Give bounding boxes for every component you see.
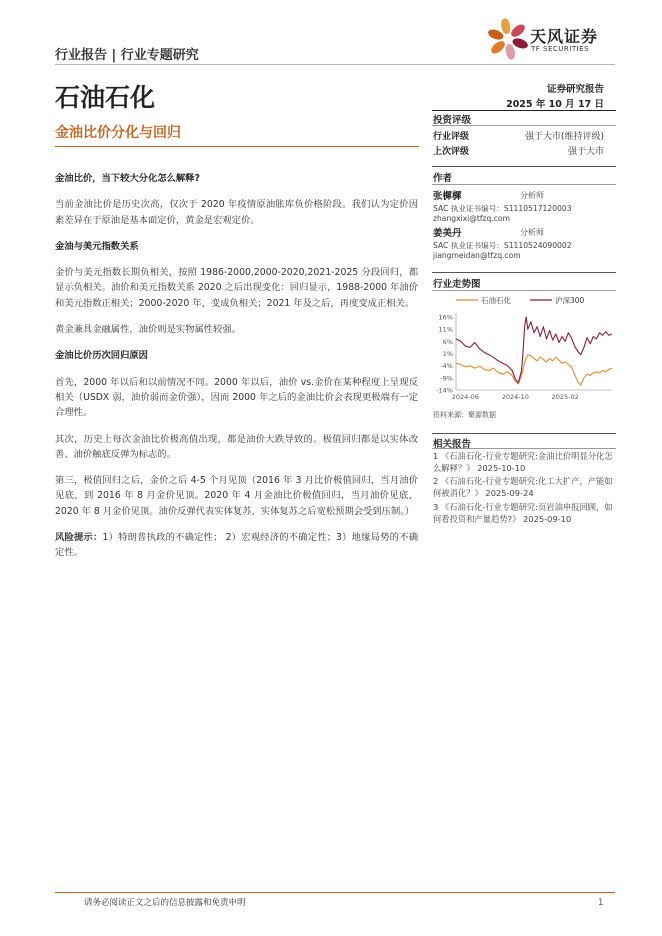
author-name: 姜美丹 [433, 228, 462, 239]
body-paragraph: 第三，极值回归之后，金价之后 4-5 个月见顶（2016 年 3 月比价极值回归，当月油价见底，到 2016 年 8 月金价见顶。2020 年 4 月金油比价极值回归，当月油价见底，2020 年 8 月金价见顶。油价反弹代表实体复苏，实体复苏之后宽松预期会受到压制。） [55, 475, 418, 517]
rating-heading: 投资评级 [433, 115, 472, 126]
logo-subtitle: TF SECURITIES [531, 45, 590, 53]
x-tick-label: 2024-10 [501, 393, 529, 401]
header-divider [55, 64, 615, 65]
authors-top-divider [432, 166, 616, 167]
y-tick-label: -14% [436, 386, 453, 395]
legend-label: 石油石化 [481, 296, 511, 305]
y-tick-label: -9% [440, 374, 453, 383]
footer-divider [55, 892, 615, 893]
related-report-item[interactable]: 3 《石油石化-行业专题研究:页岩油申报回顾，如何看投资和产量趋势?》 2025-09-10 [433, 502, 613, 524]
y-tick-label: 1% [442, 350, 453, 358]
legend-label: 沪深300 [555, 296, 585, 305]
related-report-item[interactable]: 1 《石油石化-行业专题研究:金油比价明显分化怎么解释？》 2025-10-10 [433, 451, 613, 473]
y-tick-label: -4% [440, 362, 453, 371]
body-paragraph: 其次，历史上每次金油比价极高值出现，都是油价大跌导致的。极值回归都是以实体改善、油价触底反弹为标志的。 [55, 433, 418, 460]
previous-rating-label: 上次评级 [433, 147, 470, 157]
page-title: 石油石化 [55, 83, 156, 112]
logo-name: 天风证券 [530, 27, 599, 46]
rating-divider [432, 125, 616, 126]
industry-rating-value: 强于大市(维持评级) [524, 132, 604, 142]
subtitle-divider [55, 146, 419, 147]
body-paragraph: 首先，2000 年以后和以前情况不同。2000 年以后，油价 vs.金价在某种程度上呈现反相关（USDX 弱，油价弱而金价强），因而 2000 年之后的金油比价会表现更极端有一定合理性。 [55, 376, 418, 419]
section-heading: 金油比价，当下较大分化怎么解释? [55, 173, 200, 184]
risk-text: 1）特朗普执政的不确定性； 2）宏观经济的不确定性；3）地缘局势的不确定性。 [55, 532, 418, 559]
y-tick-label: 11% [438, 325, 453, 334]
report-date: 2025 年 10 月 17 日 [506, 99, 604, 110]
risk-label: 风险提示： [55, 532, 103, 544]
risk-warning [55, 530, 418, 561]
previous-rating-value: 强于大市 [567, 147, 604, 157]
trend-top-divider [432, 272, 616, 273]
series-line-petrochem [456, 355, 612, 385]
author-cert: SAC 执业证书编号：S1110517120003 [433, 204, 572, 213]
report-type: 证券研究报告 [546, 84, 604, 95]
author-role: 分析师 [520, 228, 544, 237]
y-tick-label: 6% [442, 337, 453, 346]
report-category: 行业报告 | 行业专题研究 [55, 48, 199, 63]
industry-rating-label: 行业评级 [433, 132, 470, 142]
body-paragraph: 黄金兼具金融属性，油价则是实物属性较强。 [55, 324, 241, 336]
section-heading: 金油比价历次回归原因 [55, 350, 148, 362]
section-heading: 金油与美元指数关系 [55, 240, 139, 252]
author-email[interactable]: zhangxixi@tfzq.com [433, 214, 510, 223]
body-paragraph: 当前金油比价是历史次高，仅次于 2020 年疫情原油胀库负价格阶段。我们认为定价因素差异在于原油是基本面定价，黄金是宏观定价。 [55, 199, 418, 226]
author-cert: SAC 执业证书编号：S1110524090002 [433, 241, 572, 250]
authors-divider [432, 184, 616, 185]
related-top-divider [432, 433, 616, 434]
main-body [55, 171, 418, 561]
chart-source: 资料来源：聚源数据 [433, 411, 496, 419]
authors-heading: 作者 [433, 173, 453, 184]
y-tick-label: 16% [438, 313, 453, 322]
series-line-csi300 [456, 317, 612, 383]
related-divider [432, 448, 616, 449]
related-heading: 相关报告 [433, 439, 472, 450]
page-number: 1 [598, 898, 604, 908]
x-tick-label: 2024-06 [451, 393, 479, 401]
body-paragraph: 金价与美元指数长期负相关，按照 1986-2000,2000-2020,2021-2025 分段回归，都显示负相关。油价和美元指数关系 2020 之后出现变化：回归显示，1988-2000 年油价和美元指数正相关；2000-2020 年，变成负相关；2021 年及之后，再度变成正相关。 [55, 267, 418, 309]
x-tick-label: 2025-02 [551, 393, 579, 401]
report-subtitle: 金油比价分化与回归 [55, 125, 181, 141]
author-email[interactable]: jiangmeidan@tfzq.com [433, 251, 521, 260]
related-report-item[interactable]: 2 《石油石化-行业专题研究:化工大扩产，产能如何被消化？》 2025-09-24 [433, 476, 613, 498]
author-name: 张樨樨 [433, 191, 462, 202]
trend-heading: 行业走势图 [433, 279, 481, 290]
industry-trend-chart [430, 290, 616, 406]
footer-disclaimer[interactable]: 请务必阅读正文之后的信息披露和免责申明 [84, 898, 246, 908]
author-role: 分析师 [520, 191, 544, 200]
sidebar-divider [432, 110, 616, 111]
